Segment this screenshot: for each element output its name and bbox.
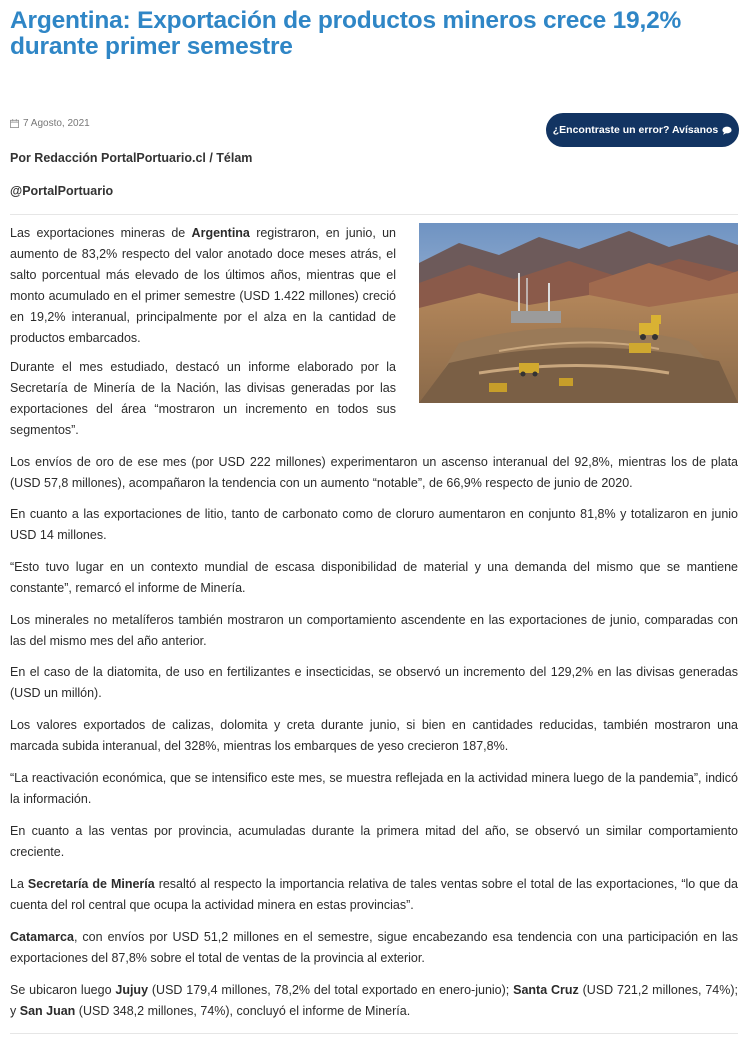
p13-text-a: Se ubicaron luego: [10, 983, 116, 997]
p13-text-e: (USD 721,2 millones, 74%); y: [10, 983, 738, 1018]
report-error-button[interactable]: [546, 113, 739, 147]
p12-text-b: , con envíos por USD 51,2 millones en el semestre, sigue encabezando esa tendencia con una participación en las exportaciones del 87,8% sobre el total de ventas de la provincia al exterior.: [10, 930, 738, 965]
paragraph-13: [10, 980, 738, 1022]
paragraph-11: [10, 874, 738, 916]
calendar-icon: [10, 119, 19, 128]
top-divider: [10, 214, 738, 215]
twitter-handle-link[interactable]: @PortalPortuario: [10, 184, 114, 198]
article-title: Argentina: Exportación de productos mineros crece 19,2% durante primer semestre: [10, 7, 682, 60]
paragraph-10: En cuanto a las ventas por provincia, acumuladas durante la primera mitad del año, se observó un similar comportamiento creciente.: [10, 824, 738, 859]
report-error-label: ¿Encontraste un error? Avísanos: [552, 124, 719, 136]
paragraph-1: [10, 223, 396, 349]
paragraph-6: Los minerales no metalíferos también mostraron un comportamiento ascendente en las exportaciones de junio, comparadas con las del mismo mes del año anterior.: [10, 613, 738, 648]
mining-photo: [419, 223, 738, 403]
bottom-divider: [10, 1033, 738, 1034]
p11-text-c: resaltó al respecto la importancia relativa de tales ventas sobre el total de las exportaciones, “lo que da cuenta del rol central que ocupa la actividad minera en estas provincias”.: [10, 877, 738, 912]
paragraph-3: Los envíos de oro de ese mes (por USD 222 millones) experimentaron un ascenso interanual del 92,8%, mientras los de plata (USD 57,8 millones), acompañaron la tendencia con un aumento “notable”, de 66,9% respecto de junio de 2020.: [10, 455, 738, 490]
p13-bold-jujuy: Jujuy: [115, 983, 149, 997]
p13-text-g: (USD 348,2 millones, 74%), concluyó el informe de Minería.: [75, 1004, 411, 1018]
paragraph-9: “La reactivación económica, que se intensifico este mes, se muestra reflejada en la actividad minera luego de la pandemia”, indicó la información.: [10, 771, 738, 806]
chat-bubble-icon: [722, 126, 732, 135]
p11-text-a: La: [10, 877, 28, 891]
byline: Por Redacción PortalPortuario.cl / Télam: [10, 151, 253, 165]
paragraph-12: [10, 927, 738, 969]
date-text: 7 Agosto, 2021: [23, 118, 90, 129]
p1-text-a: Las exportaciones mineras de: [10, 226, 192, 240]
paragraph-4: En cuanto a las exportaciones de litio, tanto de carbonato como de cloruro aumentaron en conjunto 81,8% y totalizaron en junio USD 14 millones.: [10, 507, 738, 542]
p1-bold-argentina: Argentina: [191, 226, 250, 240]
paragraph-8: Los valores exportados de calizas, dolomita y creta durante junio, si bien en cantidades reducidas, también mostraron una marcada subida interanual, del 328%, mientras los embarques de yeso crecieron 187,8%.: [10, 718, 738, 753]
p13-text-c: (USD 179,4 millones, 78,2% del total exportado en enero-junio);: [148, 983, 514, 997]
p11-bold-secretaria: Secretaría de Minería: [27, 877, 155, 891]
p12-bold-catamarca: Catamarca: [10, 930, 74, 944]
p1-text-c: registraron, en junio, un aumento de 83,2% respecto del valor anotado doce meses atrás, el salto porcentual más elevado de los últimos años, mientras que el monto acumulado en el primer semestre (USD 1.422 millones) creció en 19,2% interanual, principalmente por el alza en la cantidad de productos embarcados.: [10, 226, 396, 345]
paragraph-7: En el caso de la diatomita, de uso en fertilizantes e insecticidas, se observó un incremento del 129,2% en las divisas generadas (USD un millón).: [10, 665, 738, 700]
p13-bold-san-juan: San Juan: [19, 1004, 76, 1018]
article-date: [10, 118, 90, 129]
paragraph-5: “Esto tuvo lugar en un contexto mundial de escasa disponibilidad de material y una demanda del mismo que se mantiene constante”, remarcó el informe de Minería.: [10, 560, 738, 595]
p13-bold-santa-cruz: Santa Cruz: [513, 983, 579, 997]
paragraph-2: Durante el mes estudiado, destacó un informe elaborado por la Secretaría de Minería de la Nación, las divisas generadas por las exportaciones del área “mostraron un incremento en todos sus segmentos”.: [10, 360, 396, 437]
